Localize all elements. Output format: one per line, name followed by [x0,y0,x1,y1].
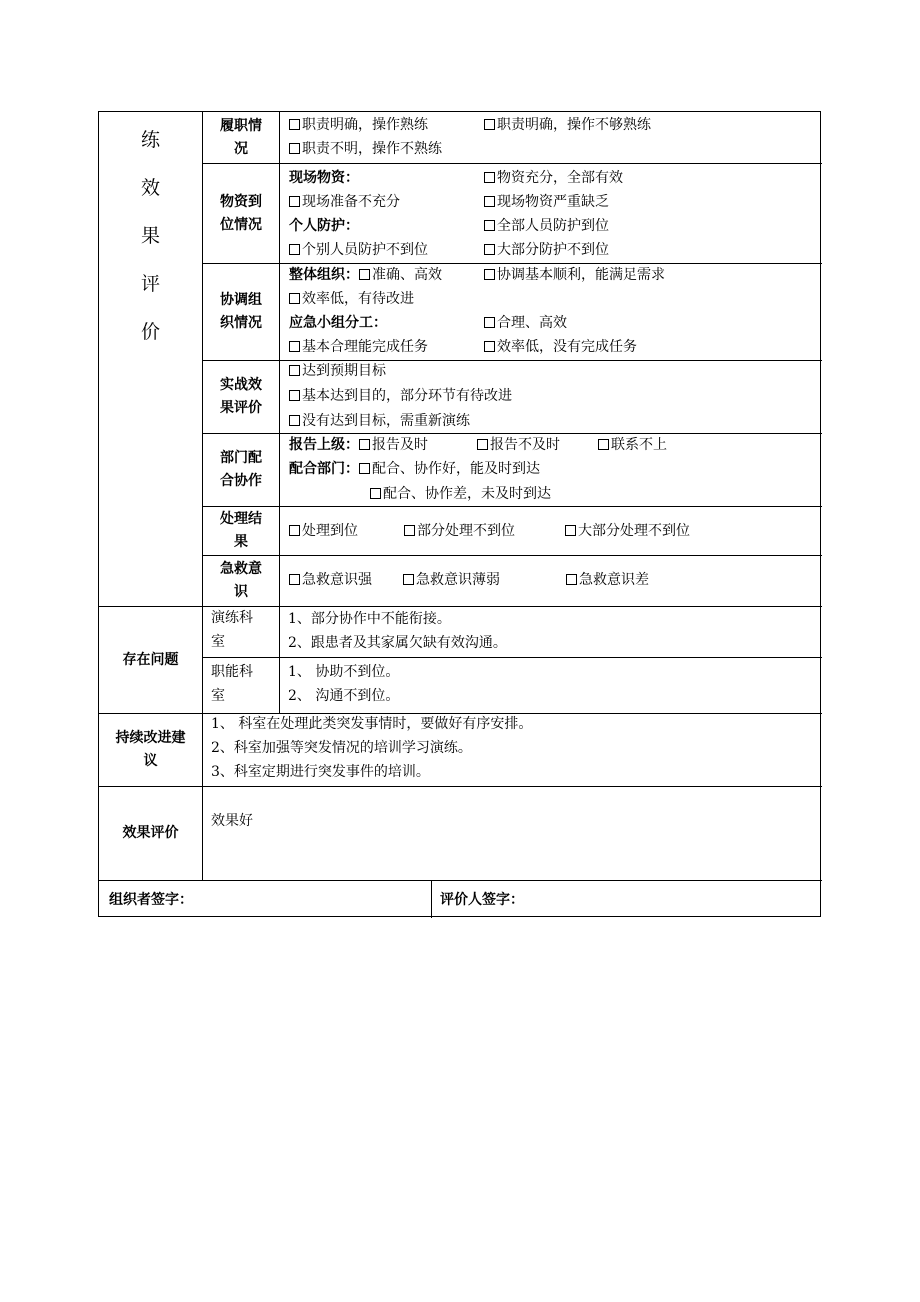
coordination-option[interactable] [289,287,414,311]
option-text: 报告不及时 [490,437,560,453]
coop-line [289,457,540,481]
option-text: 个别人员防护不到位 [302,242,428,258]
option-text: 急救意识差 [579,572,649,588]
improvement-item: 3、科室定期进行突发事件的培训。 [211,764,430,780]
label-line: 物资到 [220,193,262,210]
ppe-heading: 个人防护： [289,218,359,234]
label-line: 持续改进建 [115,730,186,746]
ppe-option[interactable] [484,214,609,238]
option-text: 联系不上 [611,437,667,453]
option-text: 职责明确，操作熟练 [302,117,428,133]
materials-label [203,164,279,263]
label-line: 位情况 [220,216,262,233]
option-text: 基本达到目的，部分环节有待改进 [302,388,512,404]
option-text: 准确、高效 [372,267,442,283]
option-text: 效率低，有待改进 [302,291,414,307]
checkbox-icon[interactable] [484,317,495,328]
checkbox-icon[interactable] [370,488,381,499]
option-text: 职责明确，操作不够熟练 [497,117,651,133]
drill-evaluation-form [98,111,821,917]
actual-option[interactable] [289,384,512,408]
label-line: 实战效 [220,377,262,393]
checkbox-icon[interactable] [289,143,300,154]
duty-option[interactable] [484,113,651,137]
label-line: 织情况 [220,315,262,331]
dept-cooperation-label [203,434,279,506]
materials-option[interactable] [484,190,609,214]
overall-organization-line [289,263,442,287]
divider [202,163,822,164]
option-text: 大部分处理不到位 [578,523,690,539]
checkbox-icon[interactable] [289,525,300,536]
label-line: 合协作 [220,473,262,489]
firstaid-awareness-label [203,556,279,606]
label-line: 议 [143,753,158,769]
vertical-char: 果 [140,225,160,247]
handling-result-label [203,507,279,555]
checkbox-icon[interactable] [484,172,495,183]
checkbox-icon[interactable] [403,574,414,585]
team-option[interactable] [289,335,428,359]
vertical-char: 价 [140,321,160,343]
report-line [289,433,428,457]
divider [202,506,822,507]
func-dept-problem-item: 1、 协助不到位。 [288,664,400,680]
result-option[interactable] [404,519,515,543]
report-option[interactable] [598,433,667,457]
coop-heading: 配合部门： [289,461,359,477]
checkbox-icon[interactable] [289,390,300,401]
func-dept-problem-item: 2、 沟通不到位。 [288,688,400,704]
option-text: 急救意识强 [302,572,372,588]
organizer-signature[interactable]: 组织者签字： [109,892,193,908]
checkbox-icon[interactable] [484,119,495,130]
divider [202,555,822,556]
label-line: 室 [211,688,225,704]
actual-option[interactable] [289,409,470,433]
option-text: 全部人员防护到位 [497,218,609,234]
actual-effect-label [203,361,279,433]
result-option[interactable] [565,519,690,543]
checkbox-icon[interactable] [359,463,370,474]
label-line: 效果评价 [122,825,179,841]
actual-option[interactable] [289,359,386,383]
checkbox-icon[interactable] [289,365,300,376]
drill-dept-problem-item: 2、跟患者及其家属欠缺有效沟通。 [288,635,507,651]
divider [99,606,822,607]
label-line: 演练科 [211,610,253,626]
checkbox-icon[interactable] [289,341,300,352]
vertical-char: 评 [140,273,160,295]
label-line: 存在问题 [122,651,179,668]
checkbox-icon[interactable] [289,293,300,304]
checkbox-icon[interactable] [598,439,609,450]
report-heading: 报告上级： [289,437,359,453]
option-text: 合理、高效 [497,315,567,331]
option-text: 职责不明，操作不熟练 [302,141,442,157]
checkbox-icon[interactable] [289,244,300,255]
problems-label [99,607,202,713]
label-line: 部门配 [220,450,262,466]
duty-label [203,112,279,163]
checkbox-icon[interactable] [477,439,488,450]
option-text: 部分处理不到位 [417,523,515,539]
label-line: 履职情 [220,117,262,134]
team-division-heading: 应急小组分工： [289,315,387,331]
option-text: 大部分防护不到位 [497,242,609,258]
checkbox-icon[interactable] [289,415,300,426]
drill-dept-problem-item: 1、部分协作中不能衔接。 [288,611,451,627]
materials-option[interactable] [484,166,623,190]
option-text: 现场准备不充分 [302,194,400,210]
checkbox-icon[interactable] [565,525,576,536]
option-text: 现场物资严重缺乏 [497,194,609,210]
label-line: 果 [234,534,248,550]
option-text: 达到预期目标 [302,363,386,379]
result-option[interactable] [289,519,358,543]
option-text: 基本合理能完成任务 [302,339,428,355]
divider [431,880,432,918]
firstaid-option[interactable] [403,568,500,592]
option-text: 物资充分，全部有效 [497,170,623,186]
divider [202,657,822,658]
firstaid-option[interactable] [566,568,649,592]
coordination-option[interactable] [484,263,665,287]
team-option[interactable] [484,335,637,359]
materials-option[interactable] [289,190,400,214]
coordination-label [203,264,279,360]
divider [99,786,822,787]
divider [99,880,822,881]
drill-dept-label [211,606,253,654]
checkbox-icon[interactable] [484,220,495,231]
improvement-label [99,714,202,786]
option-text: 配合、协作好，能及时到达 [372,461,540,477]
checkbox-icon[interactable] [484,196,495,207]
team-option[interactable] [484,311,567,335]
label-line: 识 [234,584,248,600]
effect-evaluation-label [99,787,202,880]
checkbox-icon[interactable] [359,269,370,280]
option-text: 报告及时 [372,437,428,453]
checkbox-icon[interactable] [289,574,300,585]
label-line: 处理结 [220,511,262,527]
func-dept-label [211,660,253,708]
duty-option[interactable] [289,113,428,137]
improvement-item: 1、 科室在处理此类突发事情时，要做好有序安排。 [211,716,533,732]
option-text: 协调基本顺利，能满足需求 [497,267,665,283]
label-line: 果评价 [220,400,262,416]
effect-evaluation-value[interactable]: 效果好 [211,813,253,829]
duty-option[interactable] [289,137,442,161]
divider [279,112,280,606]
coop-option[interactable] [370,482,551,506]
divider [279,606,280,713]
checkbox-icon[interactable] [404,525,415,536]
vertical-char: 练 [140,129,160,151]
option-text: 配合、协作差，未及时到达 [383,486,551,502]
label-line: 况 [234,140,248,157]
checkbox-icon[interactable] [484,269,495,280]
option-text: 处理到位 [302,523,358,539]
improvement-item: 2、科室加强等突发情况的培训学习演练。 [211,740,472,756]
ppe-option[interactable] [484,238,609,262]
report-option[interactable] [477,433,560,457]
drill-effect-vertical-label [99,116,202,356]
evaluator-signature[interactable]: 评价人签字： [440,892,524,908]
vertical-char: 效 [140,177,160,199]
checkbox-icon[interactable] [566,574,577,585]
label-line: 职能科 [211,664,253,680]
ppe-option[interactable] [289,238,428,262]
label-line: 急救意 [220,561,262,577]
checkbox-icon[interactable] [484,341,495,352]
checkbox-icon[interactable] [289,119,300,130]
option-text: 效率低，没有完成任务 [497,339,637,355]
site-materials-heading: 现场物资： [289,170,359,186]
option-text: 没有达到目标，需重新演练 [302,413,470,429]
checkbox-icon[interactable] [484,244,495,255]
checkbox-icon[interactable] [289,196,300,207]
firstaid-option[interactable] [289,568,372,592]
label-line: 室 [211,634,225,650]
label-line: 协调组 [220,292,262,308]
checkbox-icon[interactable] [359,439,370,450]
overall-organization-heading: 整体组织： [289,267,359,283]
option-text: 急救意识薄弱 [416,572,500,588]
